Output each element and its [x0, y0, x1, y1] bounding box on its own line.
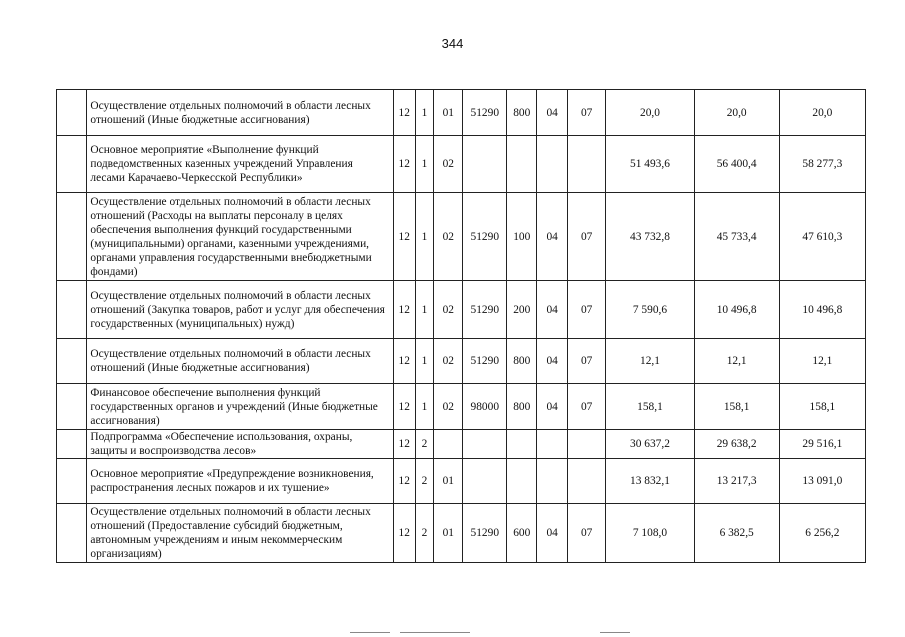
row-code-cell-c2: 1	[415, 136, 433, 193]
row-code-cell-c4: 98000	[463, 384, 507, 430]
row-amount-cell-v1: 7 108,0	[606, 504, 694, 563]
row-blank-cell	[57, 504, 87, 563]
row-amount-cell-v3: 12,1	[779, 339, 865, 384]
row-amount-cell-v3: 10 496,8	[779, 281, 865, 339]
row-code-cell-c2: 2	[415, 430, 433, 459]
row-code-cell-c5	[507, 136, 537, 193]
row-code-cell-c7: 07	[567, 90, 606, 136]
row-code-cell-c5	[507, 430, 537, 459]
row-code-cell-c1: 12	[393, 430, 415, 459]
row-amount-cell-v3: 58 277,3	[779, 136, 865, 193]
row-code-cell-c2: 1	[415, 281, 433, 339]
row-code-cell-c2: 1	[415, 90, 433, 136]
row-code-cell-c7	[567, 136, 606, 193]
row-code-cell-c7: 07	[567, 281, 606, 339]
table-row	[57, 430, 866, 459]
row-code-cell-c1: 12	[393, 281, 415, 339]
row-code-cell-c3: 02	[434, 339, 463, 384]
row-code-cell-c3: 02	[434, 281, 463, 339]
row-code-cell-c7: 07	[567, 384, 606, 430]
row-code-cell-c1: 12	[393, 504, 415, 563]
row-code-cell-c3	[434, 430, 463, 459]
row-name-cell: Осуществление отдельных полномочий в области лесных отношений (Закупка товаров, работ и услуг для обеспечения государственных (муниципальных) нужд)	[87, 281, 393, 339]
row-amount-cell-v2: 6 382,5	[694, 504, 779, 563]
row-code-cell-c3: 02	[434, 384, 463, 430]
table-row	[57, 504, 866, 563]
row-name-cell: Осуществление отдельных полномочий в области лесных отношений (Иные бюджетные ассигнования)	[87, 90, 393, 136]
row-code-cell-c3: 01	[434, 459, 463, 504]
row-code-cell-c2: 1	[415, 384, 433, 430]
row-name-cell: Основное мероприятие «Выполнение функций подведомственных казенных учреждений Управления лесами Карачаево-Черкесской Республики»	[87, 136, 393, 193]
row-amount-cell-v2: 20,0	[694, 90, 779, 136]
row-code-cell-c1: 12	[393, 459, 415, 504]
row-code-cell-c5: 800	[507, 90, 537, 136]
row-name-cell: Подпрограмма «Обеспечение использования, охраны, защиты и воспроизводства лесов»	[87, 430, 393, 459]
row-blank-cell	[57, 339, 87, 384]
table-row	[57, 90, 866, 136]
row-name-cell: Основное мероприятие «Предупреждение возникновения, распространения лесных пожаров и их тушение»	[87, 459, 393, 504]
row-code-cell-c5: 800	[507, 384, 537, 430]
row-code-cell-c1: 12	[393, 193, 415, 281]
table-row	[57, 136, 866, 193]
row-code-cell-c1: 12	[393, 339, 415, 384]
scan-artifact	[600, 632, 630, 633]
row-blank-cell	[57, 430, 87, 459]
row-code-cell-c5: 200	[507, 281, 537, 339]
row-amount-cell-v3: 158,1	[779, 384, 865, 430]
row-code-cell-c6	[537, 136, 567, 193]
row-blank-cell	[57, 136, 87, 193]
table-body	[57, 90, 866, 563]
row-amount-cell-v2: 10 496,8	[694, 281, 779, 339]
row-name-cell: Осуществление отдельных полномочий в области лесных отношений (Иные бюджетные ассигнования)	[87, 339, 393, 384]
row-name-cell: Финансовое обеспечение выполнения функций государственных органов и учреждений (Иные бюджетные ассигнования)	[87, 384, 393, 430]
row-code-cell-c3: 01	[434, 90, 463, 136]
row-blank-cell	[57, 281, 87, 339]
row-code-cell-c4	[463, 136, 507, 193]
scan-artifact	[400, 632, 470, 633]
row-code-cell-c6: 04	[537, 281, 567, 339]
row-amount-cell-v2: 12,1	[694, 339, 779, 384]
budget-table	[56, 89, 866, 563]
row-amount-cell-v2: 45 733,4	[694, 193, 779, 281]
row-code-cell-c7	[567, 459, 606, 504]
row-code-cell-c6: 04	[537, 504, 567, 563]
row-code-cell-c3: 01	[434, 504, 463, 563]
row-code-cell-c3: 02	[434, 193, 463, 281]
row-code-cell-c4: 51290	[463, 504, 507, 563]
row-amount-cell-v1: 20,0	[606, 90, 694, 136]
table-row	[57, 281, 866, 339]
row-code-cell-c2: 1	[415, 193, 433, 281]
row-code-cell-c4: 51290	[463, 281, 507, 339]
row-code-cell-c2: 1	[415, 339, 433, 384]
row-name-cell: Осуществление отдельных полномочий в области лесных отношений (Предоставление субсидий бюджетным, автономным учреждениям и иным некоммерческим организациям)	[87, 504, 393, 563]
row-amount-cell-v1: 158,1	[606, 384, 694, 430]
row-name-cell: Осуществление отдельных полномочий в области лесных отношений (Расходы на выплаты персоналу в целях обеспечения выполнения функций государственными (муниципальными) органами, казенными учреждениями, органами управления государственными внебюджетными фондами)	[87, 193, 393, 281]
row-code-cell-c5: 800	[507, 339, 537, 384]
row-code-cell-c6	[537, 430, 567, 459]
row-code-cell-c2: 2	[415, 459, 433, 504]
row-blank-cell	[57, 459, 87, 504]
row-amount-cell-v1: 51 493,6	[606, 136, 694, 193]
row-code-cell-c4	[463, 459, 507, 504]
row-code-cell-c4	[463, 430, 507, 459]
row-code-cell-c6: 04	[537, 384, 567, 430]
row-code-cell-c4: 51290	[463, 193, 507, 281]
scan-artifact	[350, 632, 390, 633]
row-amount-cell-v1: 43 732,8	[606, 193, 694, 281]
row-code-cell-c7: 07	[567, 193, 606, 281]
table-row	[57, 459, 866, 504]
row-code-cell-c1: 12	[393, 136, 415, 193]
row-code-cell-c2: 2	[415, 504, 433, 563]
row-amount-cell-v1: 13 832,1	[606, 459, 694, 504]
page-number: 344	[441, 36, 464, 51]
row-amount-cell-v1: 7 590,6	[606, 281, 694, 339]
row-code-cell-c4: 51290	[463, 339, 507, 384]
row-code-cell-c1: 12	[393, 384, 415, 430]
row-amount-cell-v2: 13 217,3	[694, 459, 779, 504]
row-amount-cell-v1: 12,1	[606, 339, 694, 384]
row-amount-cell-v3: 29 516,1	[779, 430, 865, 459]
row-blank-cell	[57, 384, 87, 430]
row-amount-cell-v3: 20,0	[779, 90, 865, 136]
row-code-cell-c7	[567, 430, 606, 459]
row-code-cell-c1: 12	[393, 90, 415, 136]
row-code-cell-c3: 02	[434, 136, 463, 193]
row-code-cell-c6: 04	[537, 339, 567, 384]
row-amount-cell-v3: 6 256,2	[779, 504, 865, 563]
row-blank-cell	[57, 193, 87, 281]
row-code-cell-c6	[537, 459, 567, 504]
table-row	[57, 339, 866, 384]
row-amount-cell-v3: 47 610,3	[779, 193, 865, 281]
row-code-cell-c6: 04	[537, 193, 567, 281]
table-row	[57, 193, 866, 281]
row-code-cell-c4: 51290	[463, 90, 507, 136]
row-amount-cell-v2: 29 638,2	[694, 430, 779, 459]
row-code-cell-c6: 04	[537, 90, 567, 136]
row-code-cell-c5: 100	[507, 193, 537, 281]
row-amount-cell-v2: 56 400,4	[694, 136, 779, 193]
row-amount-cell-v1: 30 637,2	[606, 430, 694, 459]
row-code-cell-c5	[507, 459, 537, 504]
row-code-cell-c7: 07	[567, 339, 606, 384]
row-amount-cell-v3: 13 091,0	[779, 459, 865, 504]
table-row	[57, 384, 866, 430]
row-amount-cell-v2: 158,1	[694, 384, 779, 430]
row-blank-cell	[57, 90, 87, 136]
row-code-cell-c7: 07	[567, 504, 606, 563]
row-code-cell-c5: 600	[507, 504, 537, 563]
